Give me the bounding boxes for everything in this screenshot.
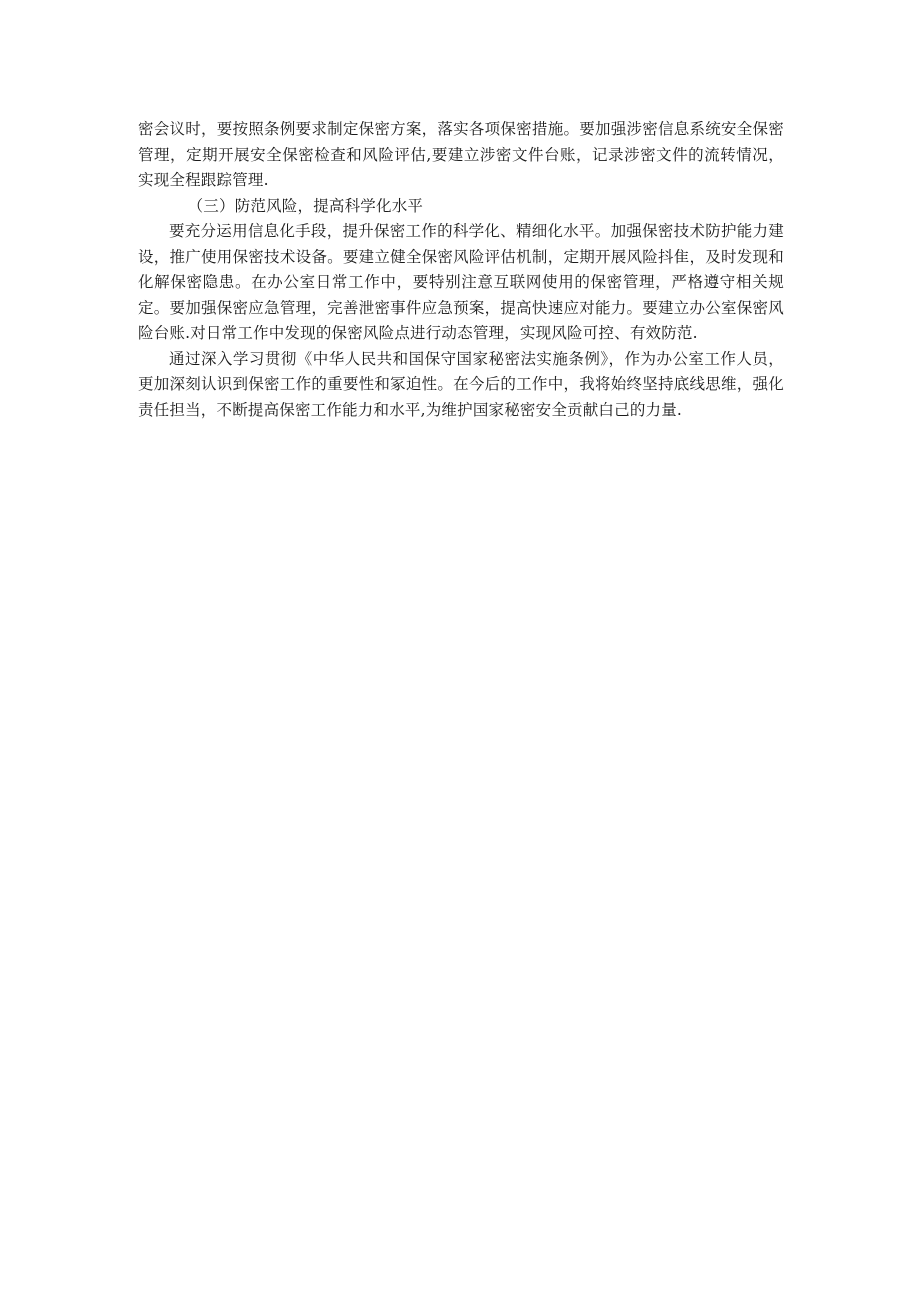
paragraph-continuation: 密会议时，要按照条例要求制定保密方案，落实各项保密措施。要加强涉密信息系统安全保密管理，定期开展安全保密检查和风险评估,要建立涉密文件台账，记录涉密文件的流转情况，实现全程跟踪管理. xyxy=(138,120,784,189)
document-body xyxy=(138,117,784,423)
paragraph-body: 要充分运用信息化手段，提升保密工作的科学化、精细化水平。加强保密技术防护能力建设，推广使用保密技术设备。要建立健全保密风险评估机制，定期开展风险抖隹，及时发现和化解保密隐患。在办公室日常工作中，要特别注意互联网使用的保密管理，严格遵守相关规定。要加强保密应急管理，完善泄密事件应急预案，提高快速应对能力。要建立办公室保密风险台账.对日常工作中发现的保密风险点进行动态管理，实现风险可控、有效防范. xyxy=(138,222,784,342)
paragraph-conclusion: 通过深入学习贯彻《中华人民共和国保守国家秘密法实施条例》，作为办公室工作人员，更加深刻认识到保密工作的重要性和冢迫性。在今后的工作中，我将始终坚持底线思维，强化责任担当，不断提高保密工作能力和水平,为维护国家秘密安全贡献白己的力量. xyxy=(138,349,784,419)
section-heading: （三）防范风险，提高科学化水平 xyxy=(187,196,424,215)
